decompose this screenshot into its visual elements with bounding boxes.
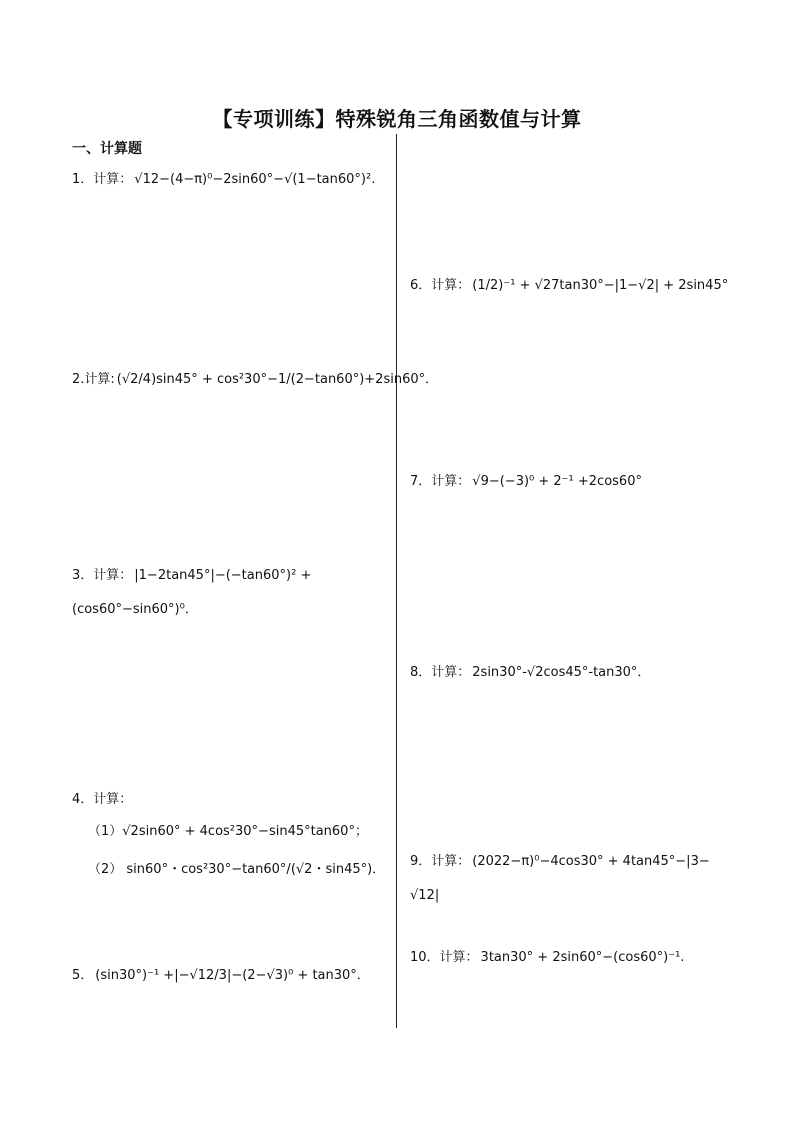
question-10 (410, 948, 684, 968)
question-5 (72, 966, 370, 986)
question-label: 10．计算： (410, 950, 479, 965)
question-expression: 2sin30°-√2cos45°-tan30°． (472, 665, 651, 680)
question-9-continued: √12| (410, 888, 440, 903)
question-expression: (2022−π)⁰−4cos30° + 4tan45°−|3− (472, 854, 710, 869)
question-label: 8．计算： (410, 665, 471, 680)
question-expression: |1−2tan45°|−(−tan60°)² + (134, 568, 312, 583)
question-1 (72, 170, 375, 190)
question-expression: √12−(4−π)⁰−2sin60°−√(1−tan60°)². (134, 172, 376, 187)
question-label: 9．计算： (410, 854, 471, 869)
section-title: 一、计算题 (72, 141, 142, 157)
question-3 (72, 566, 311, 586)
question-expression: (sin30°)⁻¹ +|−√12/3|−(2−√3)⁰ + tan30°． (95, 968, 370, 983)
question-6 (410, 276, 728, 296)
question-label: 7．计算： (410, 474, 471, 489)
question-expression: 3tan30° + 2sin60°−(cos60°)⁻¹. (480, 950, 685, 965)
question-label: 5． (72, 968, 94, 983)
question-label: 2.计算: (72, 372, 115, 387)
question-label: 1．计算： (72, 172, 133, 187)
question-4-part-2: （2） sin60°・cos²30°−tan60°/(√2・sin45°)． (88, 862, 386, 877)
question-9 (410, 852, 710, 872)
question-8 (410, 663, 650, 683)
question-3-continued: (cos60°−sin60°)⁰． (72, 602, 198, 617)
question-4 (72, 790, 134, 810)
question-label: 3．计算： (72, 568, 133, 583)
question-label: 4．计算： (72, 792, 133, 807)
question-4-part-1: （1）√2sin60° + 4cos²30°−sin45°tan60°； (88, 824, 368, 839)
page-title: 【专项训练】特殊锐角三角函数值与计算 (212, 107, 582, 131)
question-label: 6．计算： (410, 278, 471, 293)
question-expression: √9−(−3)⁰ + 2⁻¹ +2cos60° (472, 474, 642, 489)
question-expression: (√2/4)sin45° + cos²30°−1/(2−tan60°)+2sin60°． (116, 372, 439, 387)
question-7 (410, 472, 642, 492)
question-2 (72, 370, 438, 390)
question-expression: (1/2)⁻¹ + √27tan30°−|1−√2| + 2sin45° (472, 278, 729, 293)
column-divider (396, 134, 397, 1028)
